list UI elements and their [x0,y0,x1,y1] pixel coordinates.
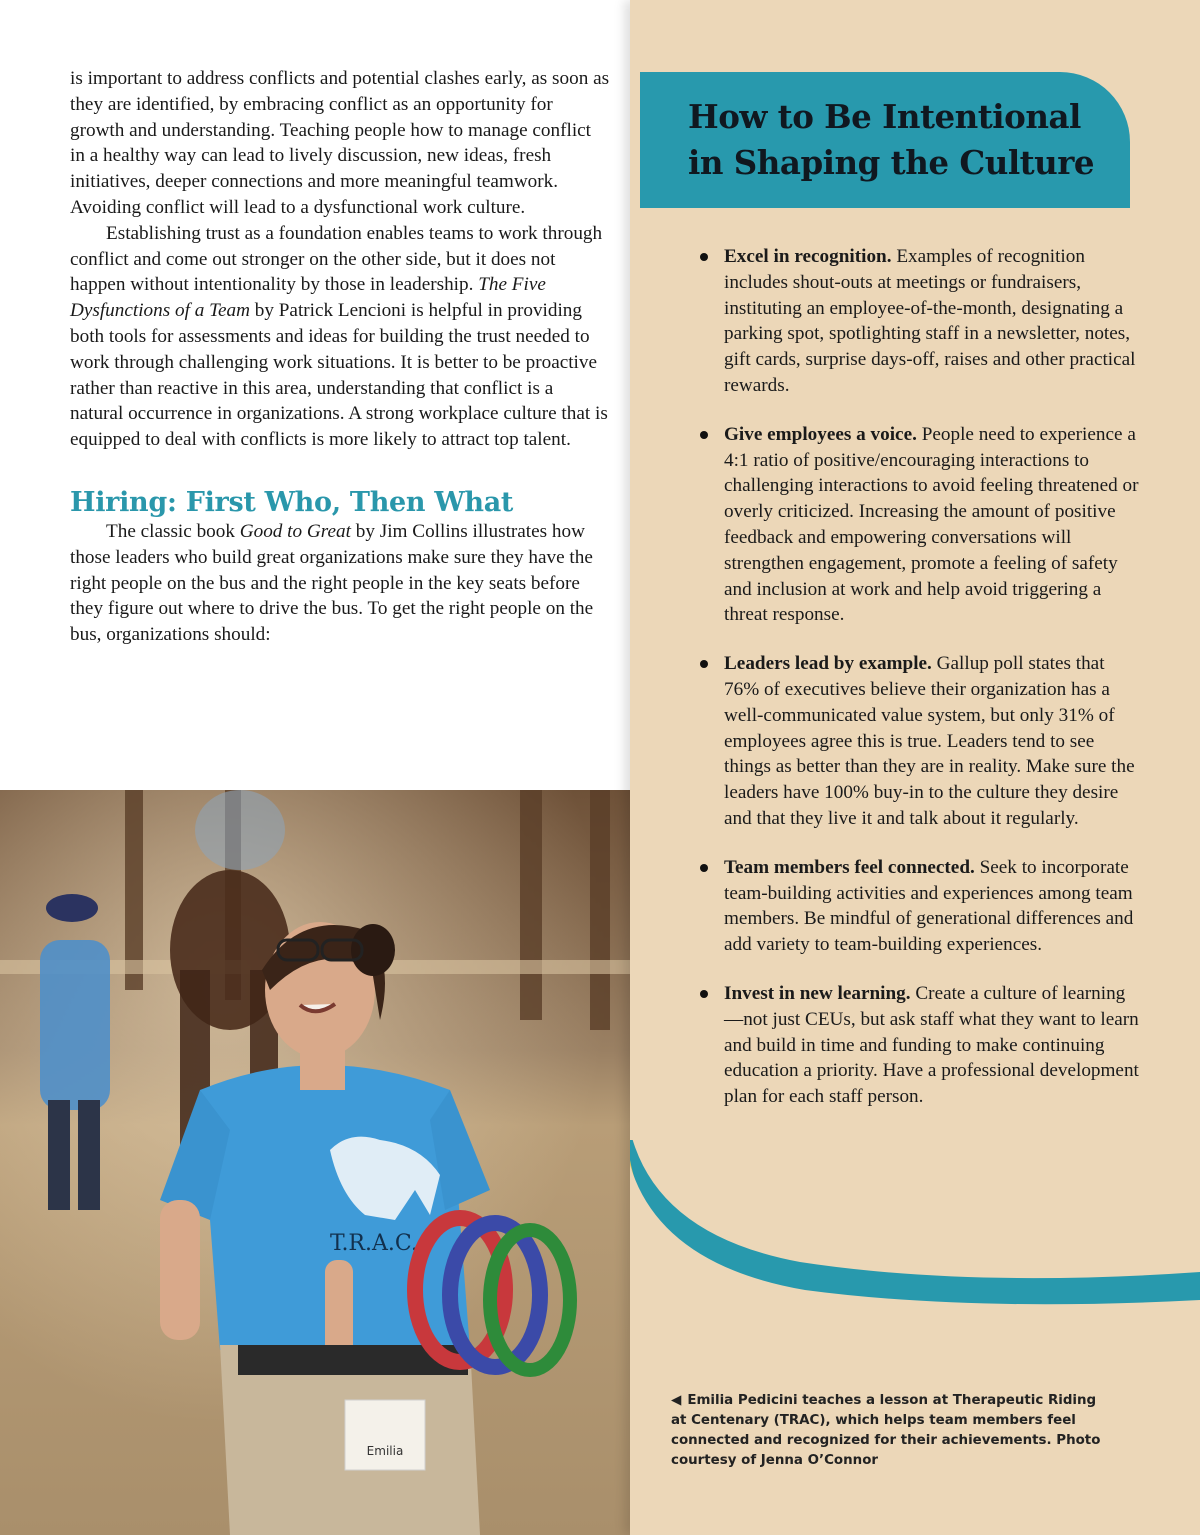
bullet-text: Gallup poll states that 76% of executives believe their organization has a well-communicated value system, but only 31% of employees agree this is true. Leaders tend to see things as better than they are in reality. Make sure the leaders have 100% buy-in to the culture they desire and that they live it and talk about it regularly. [724,653,1135,829]
main-article-column [70,66,610,648]
body-paragraph [70,519,610,648]
list-item [700,244,1140,399]
bullet-lead: Leaders lead by example. [724,653,932,675]
name-tag-text: Emilia [366,1444,404,1458]
list-item [700,422,1140,628]
bullet-lead: Give employees a voice. [724,423,917,445]
body-paragraph [70,221,610,453]
bullet-text: Seek to incorporate team-building activities and experiences among team members. Be mindful of generational differences and add variety to team-building experiences. [724,856,1134,956]
bullet-text: People need to experience a 4:1 ratio of positive/encouraging interactions to challenging interactions to avoid feeling threatened or overly criticized. Increasing the amount of positive feedback and empowering conversations will strengthen engagement, promote a feeling of safety and inclusion at work and help avoid triggering a threat response. [724,423,1139,626]
decorative-wave [630,1140,1200,1340]
photo-illustration [0,790,640,1535]
list-item [700,981,1140,1110]
body-text: The classic book [106,520,240,542]
sidebar-title-line: in Shaping the Culture [688,143,1095,182]
photo-caption [671,1391,1111,1471]
shirt-logo-text: T.R.A.C. [330,1231,418,1256]
sidebar-title [688,94,1118,186]
caption-arrow-icon: ◀ [671,1393,682,1408]
body-paragraph: is important to address conflicts and potential clashes early, as soon as they are identified, by embracing conflict as an opportunity for growth and understanding. Teaching people how to manage conflict in a healthy way can lead to lively discussion, new ideas, fresh initiatives, deeper connections and more meaningful teamwork. Avoiding conflict will lead to a dysfunctional work culture. [70,68,610,218]
bullet-lead: Team members feel connected. [724,856,975,878]
article-photo [0,790,640,1535]
section-heading: Hiring: First Who, Then What [70,486,514,518]
bullet-lead: Invest in new learning. [724,982,911,1004]
bullet-list [700,244,1140,1133]
caption-text: Emilia Pedicini teaches a lesson at Therapeutic Riding at Centenary (TRAC), which helps team members feel connected and recognized for their achievements. Photo courtesy of Jenna O’Connor [671,1393,1101,1468]
bullet-text: Examples of recognition includes shout-outs at meetings or fundraisers, instituting an employee-of-the-month, designating a parking spot, spotlighting staff in a newsletter, notes, gift cards, surprise days-off, raises and other practical rewards. [724,246,1136,396]
sidebar-title-line: How to Be Intentional [688,97,1081,136]
bullet-text: Create a culture of learning—not just CEUs, but ask staff what they want to learn and build in time and funding to make continuing education a priority. Have a professional development plan for each staff person. [724,982,1139,1108]
book-title: The Five Dysfunctions of a Team [70,274,546,322]
list-item [700,651,1140,832]
bullet-lead: Excel in recognition. [724,246,892,267]
body-text: Establishing trust as a foundation enables teams to work through conflict and come out stronger on the other side, but it does not happen without intentionality by those in leadership. [70,222,603,296]
body-text: by Patrick Lencioni is helpful in providing both tools for assessments and ideas for building the trust needed to work through challenging work situations. It is better to be proactive rather than reactive in this area, understanding that conflict is a natural occurrence in organizations. A strong workplace culture that is equipped to deal with conflicts is more likely to attract top talent. [70,300,608,451]
book-title: Good to Great [239,520,351,542]
list-item [700,855,1140,958]
body-text: by Jim Collins illustrates how those leaders who build great organizations make sure they have the right people on the bus and the right people in the key seats before they figure out where to drive the bus. To get the right people on the bus, organizations should: [70,520,594,646]
